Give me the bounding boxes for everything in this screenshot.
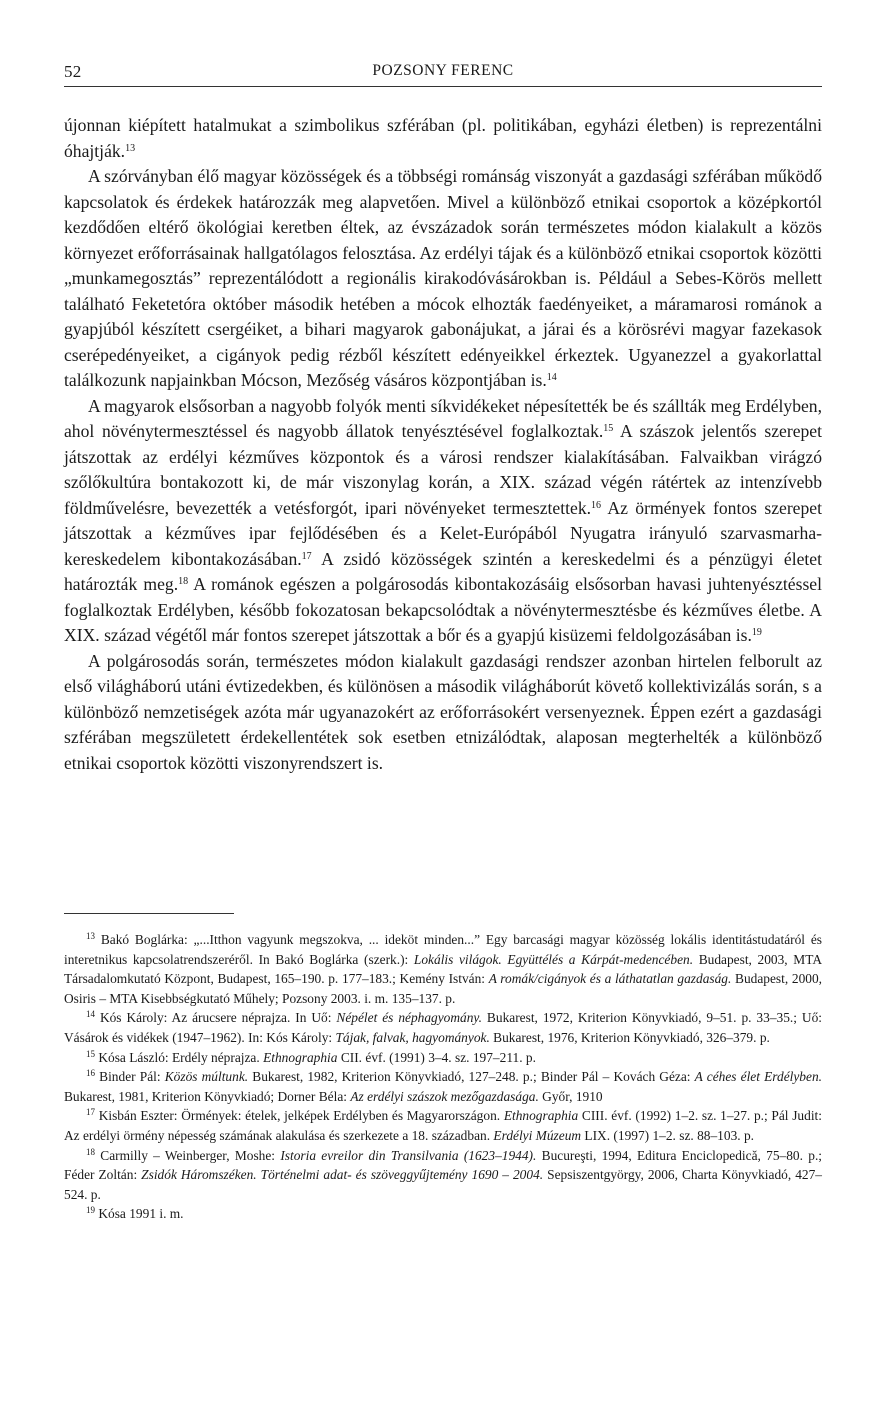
footnote-18: $^{18}$ Carmilly – Weinberger, Moshe: Istoria evreilor din Transilvania (1623–1944). Bucureşti, 1994, Editura Enciclopedică, 75–80. p.; Féder Zoltán: Zsidók Háromszéken. Történelmi adat- és szöveggyűjtemény 1690 – 2004. Sepsiszentgyörgy, 2006, Charta Könyvkiadó, 427–524. p. xyxy=(64,1146,823,1202)
footnote-15: $^{15}$ Kósa László: Erdély néprajza. Ethnographia CII. évf. (1991) 3–4. sz. 197–211. p. xyxy=(86,1048,536,1065)
footnote-ref-13[interactable]: 13 xyxy=(125,142,136,154)
paragraph-4: A polgárosodás során, természetes módon kialakult gazdasági rendszer azonban hirtelen felborult az első világháború utáni évtizedekben, és különösen a második világháborút követő kollektivizálás során, s a különböző nemzetiségek azóta már ugyanazokért az erőforrásokért versenyeznek. Éppen ezért a gazdasági szférában megszületett érdekellentétek sok esetben etnizálódtak, alaposan megterhelték a különböző etnikai csoportok közötti viszonyrendszert is. xyxy=(64,650,822,773)
page-number: 52 xyxy=(64,62,82,81)
paragraph-2: A szórványban élő magyar közösségek és a többségi románság viszonyát a gazdasági szférában működő kapcsolatok és érdekek határozzák meg alapvetően. Mivel a különböző etnikai csoportok a középkortól kezdődően eltérő ökológiai keretben éltek, az évszázadok során természetes módon kialakult a közös környezet erőforrásainak hallgatólagos felosztása. Az erdélyi tájak és a különböző etnikai csoportok közötti „munkamegosztás” reprezentálódott a regionális kirakodóvásárokban is. Például a Sebes-Körös mellett található Feketetóra október második hetében a mócok elhozták faedényeiket, a máramarosi románok a gyapjúból készített csergéiket, a bihari magyarok gabonájukat, a járai és a körösrévi magyar fazekasok cserépedényeiket, a cigányok pedig rézből készített edényeikkel érkeztek. Ugyanezzel a gyakorlattal találkozunk napjainkban Mócson, Mezőség vásáros központjában is.$^{14}$ xyxy=(64,166,822,390)
footnote-ref-16[interactable]: 16 xyxy=(591,499,602,511)
paragraph-1: újonnan kiépített hatalmukat a szimbolikus szférában (pl. politikában, egyházi életben) is reprezentálni óhajtják.$^{13}$ xyxy=(64,115,822,161)
footnote-ref-18[interactable]: 18 xyxy=(178,576,189,587)
footnote-13: $^{13}$ Bakó Boglárka: „...Itthon vagyunk megszokva, ... ideköt minden...” Egy barcasági magyar közösség lokális identitástudatáról és interetnikus kapcsolatrendszeréről. In Bakó Boglárka (szerk.): Lokális világok. Együttélés a Kárpát-medencében. Budapest, 2003, MTA Társadalomkutató Központ, Budapest, 165–190. p. 177–183.; Kemény István: A romák/cigányok és a láthatatlan gazdaság. Budapest, 2000, Osiris – MTA Kisebbségkutató Műhely; Pozsony 2003. i. m. 135–137. p. xyxy=(64,931,822,1006)
footnote-ref-15[interactable]: 15 xyxy=(603,423,614,434)
footnote-divider xyxy=(64,913,234,914)
footnote-ref-17[interactable]: 17 xyxy=(301,550,312,562)
footnote-19: $^{19}$ Kósa 1991 i. m. xyxy=(86,1205,184,1222)
footnote-16: $^{16}$ Binder Pál: Közös múltunk. Bukarest, 1982, Kriterion Könyvkiadó, 127–248. p.; Binder Pál – Kovách Géza: A céhes élet Erdélyben. Bukarest, 1981, Kriterion Könyvkiadó; Dorner Béla: Az erdélyi szászok mezőgazdasága. Győr, 1910 xyxy=(64,1068,822,1104)
running-head xyxy=(64,62,822,87)
footnote-17: $^{17}$ Kisbán Eszter: Örmények: ételek, jelképek Erdélyben és Magyarországon. Ethnographia CIII. évf. (1992) 1–2. sz. 1–27. p.; Pál Judit: Az erdélyi örmény népesség számának alakulása és szerkezete a 18. században. Erdélyi Múzeum LIX. (1997) 1–2. sz. 88–103. p. xyxy=(64,1107,822,1143)
paragraph-3: A magyarok elsősorban a nagyobb folyók menti síkvidékeket népesítették be és szállták meg Erdélyben, ahol növénytermesztéssel és nagyobb állatok tenyésztésével foglalkoztak.$^{15}$ A szászok jelentős szerepet játszottak az erdélyi kézműves központok és a városi rendszer kialakításában. Falvaikban virágzó szőlőkultúra bontakozott ki, de már viszonylag korán, a XIX. század végén rátértek az intenzívebb földművelésre, bevezették a vetésforgót, ipari növényeket termesztettek.$^{16}$ Az örmények fontos szerepet játszottak a kézműves ipar fejlődésében és a Kelet-Európából Nyugatra irányuló szarvasmarha-kereskedelem kibontakozásában.$^{17}$ A zsidó közösségek szintén a kereskedelmi és a pénzügyi életet határozták meg.$^{18}$ A románok egészen a polgárosodás kibontakozásáig elsősorban havasi juhtenyésztéssel foglalkoztak Erdélyben, később fokozatosan bekapcsolódtak a növénytermesztésbe és kézműves életbe. A XIX. század végétől már fontos szerepet játszottak a bőr és a gyapjú kisüzemi feldolgozásában is.$^{19}$ xyxy=(64,395,823,645)
footnote-14: $^{14}$ Kós Károly: Az árucsere néprajza. In Uő: Népélet és néphagyomány. Bukarest, 1972, Kriterion Könyvkiadó, 9–51. p. 33–35.; Uő: Vásárok és vidékek (1947–1962). In: Kós Károly: Tájak, falvak, hagyományok. Bukarest, 1976, Kriterion Könyvkiadó, 326–379. p. xyxy=(64,1009,823,1045)
running-title: POZSONY FERENC xyxy=(372,62,514,79)
body-text xyxy=(64,113,822,776)
footnotes xyxy=(64,930,822,1224)
footnote-ref-19[interactable]: 19 xyxy=(751,627,762,638)
footnote-ref-14[interactable]: 14 xyxy=(546,372,557,383)
